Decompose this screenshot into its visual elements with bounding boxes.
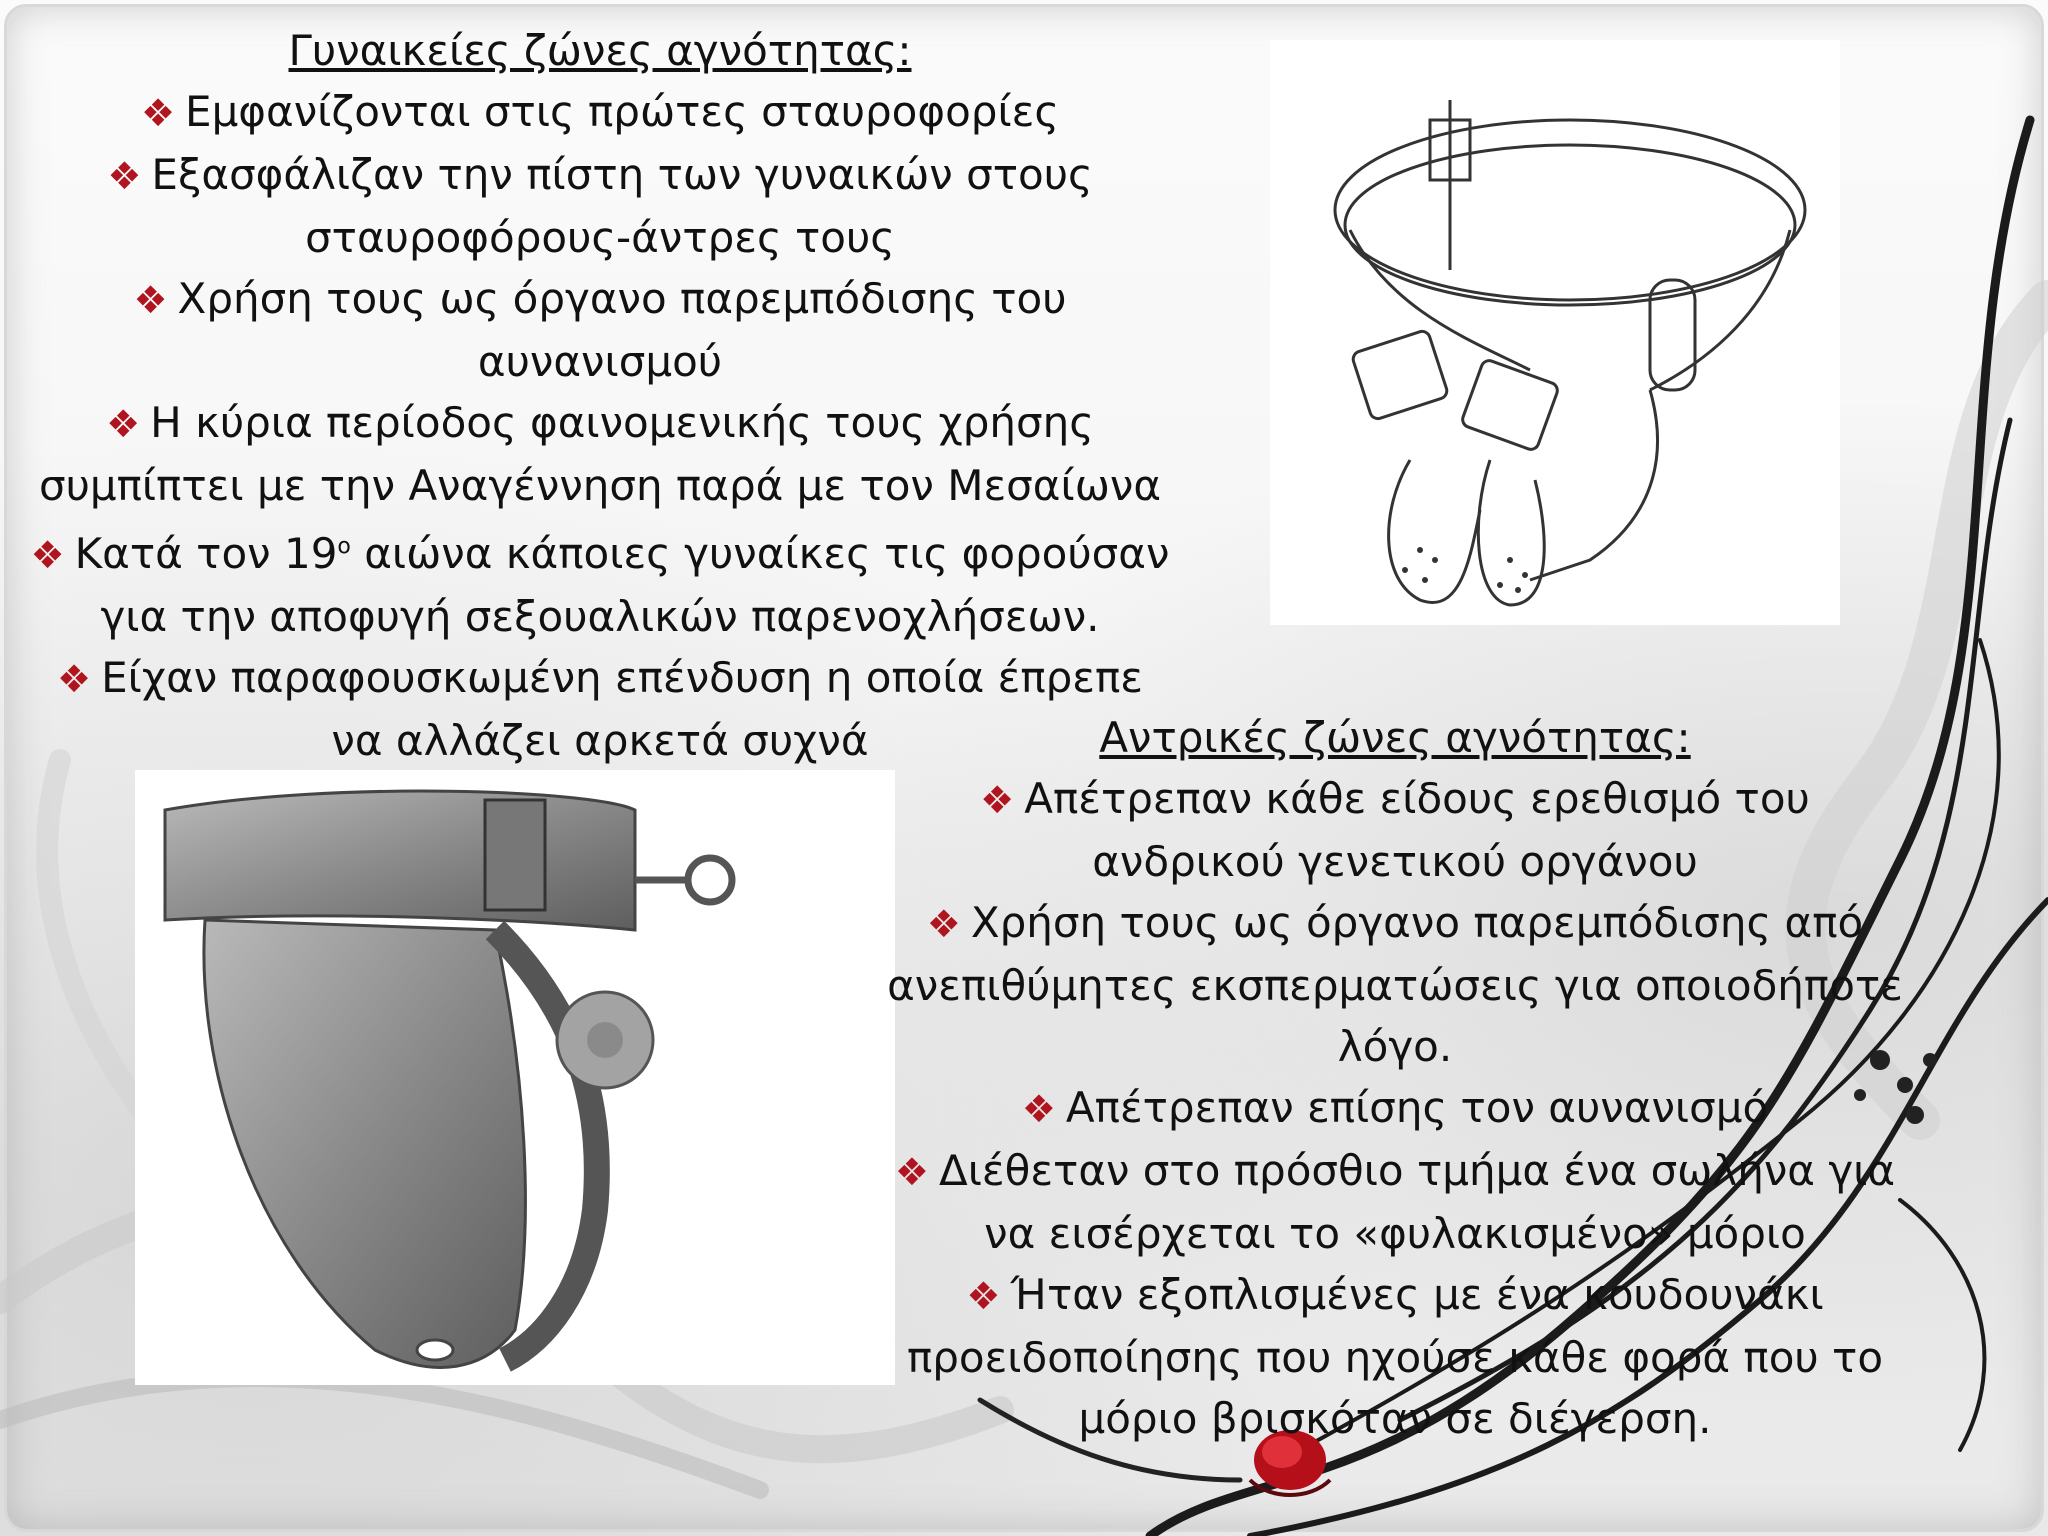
men-item-4-cont: να εισέρχεται το «φυλακισμένο» μόριο [984, 1209, 1806, 1258]
women-item-5-cont: για την αποφυγή σεξουαλικών παρενοχλήσεων. [100, 592, 1100, 641]
men-item-5-cont-2: μόριο βρισκόταν σε διέγερση. [1078, 1394, 1712, 1443]
men-item-1: ❖ Απέτρεπαν κάθε είδους ερεθισμό του [980, 774, 1810, 823]
women-item-4-cont: συμπίπτει με την Αναγέννηση παρά με τον Μεσαίωνα [38, 461, 1162, 510]
men-item-4: ❖ Διέθεταν στο πρόσθιο τμήμα ένα σωλήνα για [894, 1146, 1896, 1195]
patent-drawing-svg [1270, 40, 1840, 625]
bullet-icon: ❖ [1021, 1087, 1056, 1131]
women-item-6-cont: να αλλάζει αρκετά συχνά [331, 716, 869, 765]
bullet-icon: ❖ [926, 902, 961, 946]
bullet-icon: ❖ [133, 278, 168, 322]
men-heading: Αντρικές ζώνες αγνότητας: [1099, 713, 1691, 762]
women-item-3-cont: αυνανισμού [477, 337, 723, 386]
bullet-icon: ❖ [980, 778, 1015, 822]
women-section [20, 20, 1180, 771]
bullet-icon: ❖ [30, 533, 65, 577]
women-item-2-cont: σταυροφόρους-άντρες τους [305, 213, 895, 262]
bullet-icon: ❖ [966, 1274, 1001, 1318]
men-item-3: ❖ Απέτρεπαν επίσης τον αυνανισμό [1021, 1083, 1769, 1132]
women-item-4: ❖ Η κύρια περίοδος φαινομενικής τους χρήσης [106, 398, 1094, 447]
women-heading: Γυναικείες ζώνες αγνότητας: [288, 26, 912, 75]
men-item-1-cont: ανδρικού γενετικού οργάνου [1092, 837, 1698, 886]
patent-drawing-image [1270, 40, 1840, 625]
men-section [870, 707, 1920, 1449]
bullet-icon: ❖ [107, 154, 142, 198]
men-item-2-cont-2: λόγο. [1337, 1022, 1453, 1071]
women-item-2: ❖ Εξασφάλιζαν την πίστη των γυναικών στους [107, 150, 1093, 199]
men-item-5: ❖ Ήταν εξοπλισμένες με ένα κουδουνάκι [966, 1270, 1824, 1319]
women-item-5: ❖ Κατά τον $19^o$ αιώνα κάποιες γυναίκες τις φορούσαν [30, 529, 1170, 578]
metal-belt-image [135, 770, 895, 1385]
bullet-icon: ❖ [140, 91, 176, 135]
bullet-icon: ❖ [106, 402, 141, 446]
men-item-2: ❖ Χρήση τους ως όργανο παρεμπόδισης από [926, 898, 1864, 947]
bullet-icon: ❖ [894, 1150, 929, 1194]
women-item-1: ❖ Εμφανίζονται στις πρώτες σταυροφορίες [140, 87, 1060, 136]
women-item-3: ❖ Χρήση τους ως όργανο παρεμπόδισης του [133, 274, 1067, 323]
bullet-icon: ❖ [57, 657, 92, 701]
men-item-5-cont-1: προειδοποίησης που ηχούσε κάθε φορά που το [906, 1333, 1884, 1382]
metal-belt-svg [135, 770, 895, 1385]
men-item-2-cont-1: ανεπιθύμητες εκσπερματώσεις για οποιοδήποτε [887, 961, 1903, 1010]
women-item-6: ❖ Είχαν παραφουσκωμένη επένδυση η οποία έπρεπε [57, 653, 1143, 702]
